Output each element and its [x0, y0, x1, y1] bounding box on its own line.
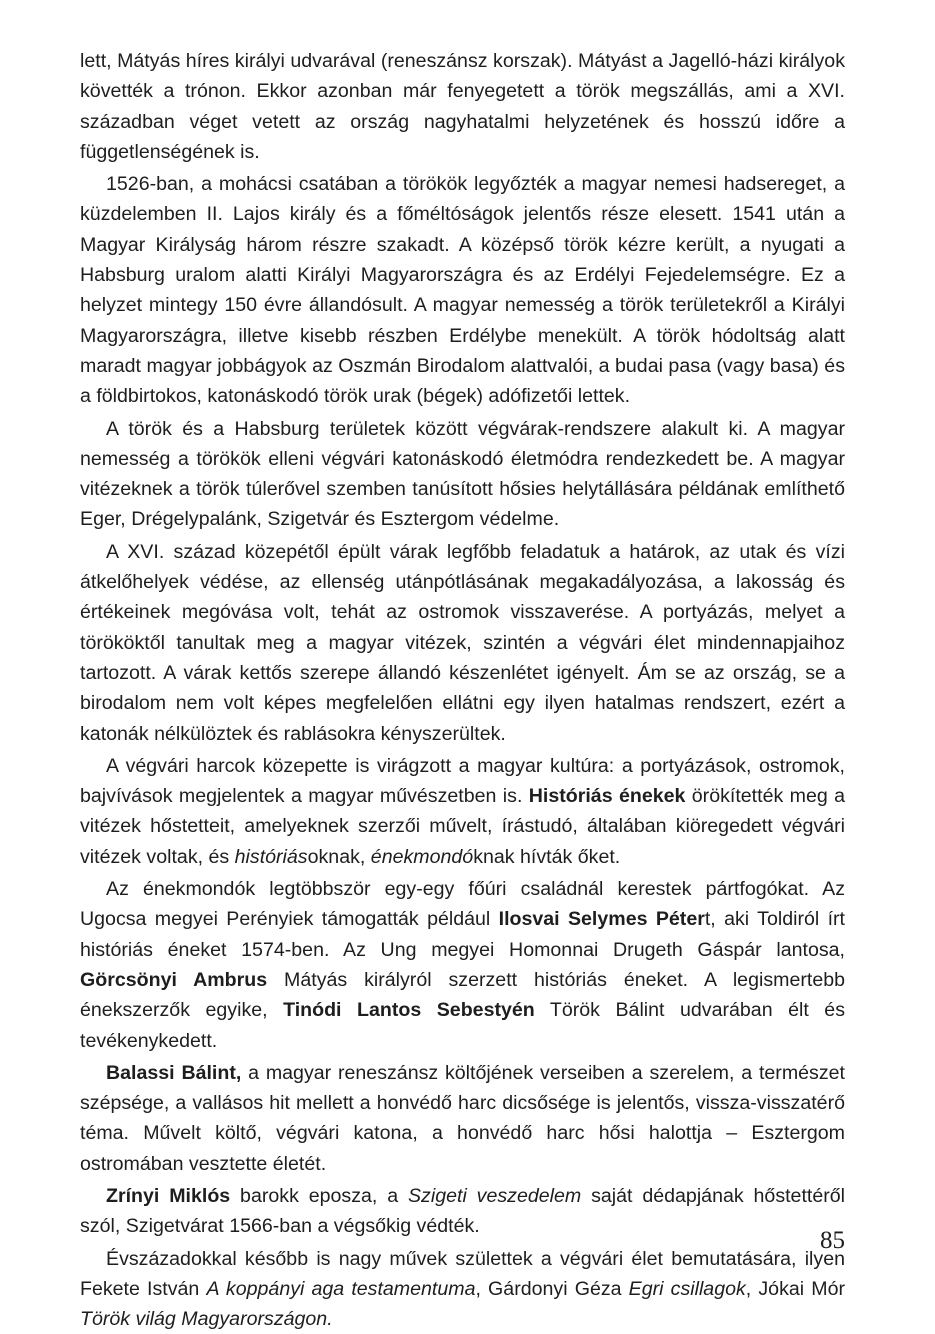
paragraph [80, 1181, 845, 1242]
text-run: Az énekmondók legtöbbször egy-egy főúri családnál kerestek pártfogókat. Az Ugocsa megyei Perényiek támogatták például [80, 878, 845, 931]
text-run: barokk eposza, a [230, 1184, 408, 1207]
paragraph: A török és a Habsburg területek között végvárak-rendszere alakult ki. A magyar nemesség a törökök elleni végvári katonáskodó életmódra rendezkedett be. A magyar vitézeknek a török túlerővel szemben tanúsított hősies helytállására példának említhető Eger, Drégelypalánk, Szigetvár és Esztergom védelme. [80, 417, 845, 531]
paragraph: A XVI. század közepétől épült várak legfőbb feladatuk a határok, az utak és vízi átkelőhelyek védése, az ellenség utánpótlásának megakadályozása, a lakosság és értékeinek megóvása volt, tehát az ostromok visszaverése. A portyázás, melyet a törököktől tanultak meg a magyar vitézek, szintén a végvári élet mindennapjaihoz tartozott. A várak kettős szerepe állandó készenlétet igényelt. Ám se az ország, se a birodalom nem volt képes megfelelően ellátni egy ilyen hatalmas rendszert, ezért a katonák nélkülöztek és rablásokra kényszerültek. [80, 540, 845, 745]
italic-title: A koppányi aga testamentuma [206, 1277, 476, 1300]
paragraph: 1526-ban, a mohácsi csatában a törökök legyőzték a magyar nemesi hadsereget, a küzdelemben II. Lajos király és a főméltóságok jelentős része elesett. 1541 után a Magyar Királyság három részre szakadt. A középső török kézre került, a nyugati a Habsburg uralom alatti Királyi Magyarországra és az Erdélyi Fejedelemségre. Ez a helyzet mintegy 150 évre állandósult. A magyar nemesség a török területekről a Királyi Magyarországra, illetve kisebb részben Erdélybe menekült. A török hódoltság alatt maradt magyar jobbágyok az Oszmán Birodalom alattvalói, a budai pasa (vagy basa) és a földbirtokos, katonáskodó török urak (bégek) adófizetői lettek. [80, 173, 845, 408]
text-run: A végvári harcok közepette is virágzott a magyar kultúra: a portyázások, ostromok, bajvívások megjelentek a magyar művészetben is. [80, 754, 845, 808]
text-run: saját dédapjának hőstettéről szól, Szigetvárat 1566-ban a végsőkig védték. [80, 1184, 846, 1238]
paragraph [80, 1244, 845, 1334]
text-run: Mátyás királyról szerzett históriás éneket. A legismertebb énekszerzők egyike, [80, 968, 846, 1022]
bold-name: Tinódi Lantos Sebestyén [283, 999, 535, 1022]
italic-term: históriás [234, 845, 308, 868]
text-run: a magyar reneszánsz költőjének verseiben a szerelem, a természet szépsége, a vallásos hit mellett a honvédő harc dicsősége is jelentős, vissza-visszatérő téma. Művelt költő, végvári katona, a honvédő harc hősi halottja – Esztergom ostromában vesztette életét. [80, 1061, 845, 1175]
italic-term: énekmondó [370, 845, 474, 868]
page-body [80, 46, 845, 1334]
text-run: oknak, [307, 845, 371, 868]
text-run: Török Bálint udvarában élt és tevékenykedett. [80, 999, 845, 1052]
bold-name: Ilosvai Selymes Péter [498, 908, 705, 931]
page-number: 85 [820, 1227, 845, 1254]
text-run: knak hívták őket. [473, 845, 621, 868]
text-run: t, aki Toldiról írt históriás éneket 1574-ben. Az Ung megyei Homonnai Drugeth Gáspár lantosa, [80, 908, 845, 961]
paragraph [80, 751, 845, 872]
italic-title: Egri csillagok [628, 1277, 746, 1300]
italic-title: Szigeti veszedelem [407, 1184, 582, 1207]
paragraph [80, 1058, 845, 1179]
bold-term: Históriás énekek [528, 785, 686, 808]
text-run: , Gárdonyi Géza [475, 1277, 629, 1300]
paragraph [80, 874, 845, 1056]
text-run: , Jókai Mór [745, 1277, 845, 1300]
bold-name: Görcsönyi Ambrus [80, 968, 268, 991]
paragraph: lett, Mátyás híres királyi udvarával (reneszánsz korszak). Mátyást a Jagelló-házi királyok követték a trónon. Ekkor azonban már fenyegetett a török megszállás, ami a XVI. században véget vetett az ország nagyhatalmi helyzetének és hosszú időre a függetlenségének is. [80, 50, 845, 163]
bold-name: Zrínyi Miklós [106, 1184, 231, 1207]
text-run: örökítették meg a vitézek hőstetteit, amelyeknek szerzői művelt, írástudó, általában kiöregedett végvári vitézek voltak, és [80, 785, 845, 868]
text-run: Évszázadokkal később is nagy művek születtek a végvári élet bemutatására, ilyen Fekete István [80, 1247, 845, 1300]
bold-name: Balassi Bálint, [106, 1061, 242, 1084]
italic-title: Török világ Magyarországon. [80, 1308, 333, 1331]
